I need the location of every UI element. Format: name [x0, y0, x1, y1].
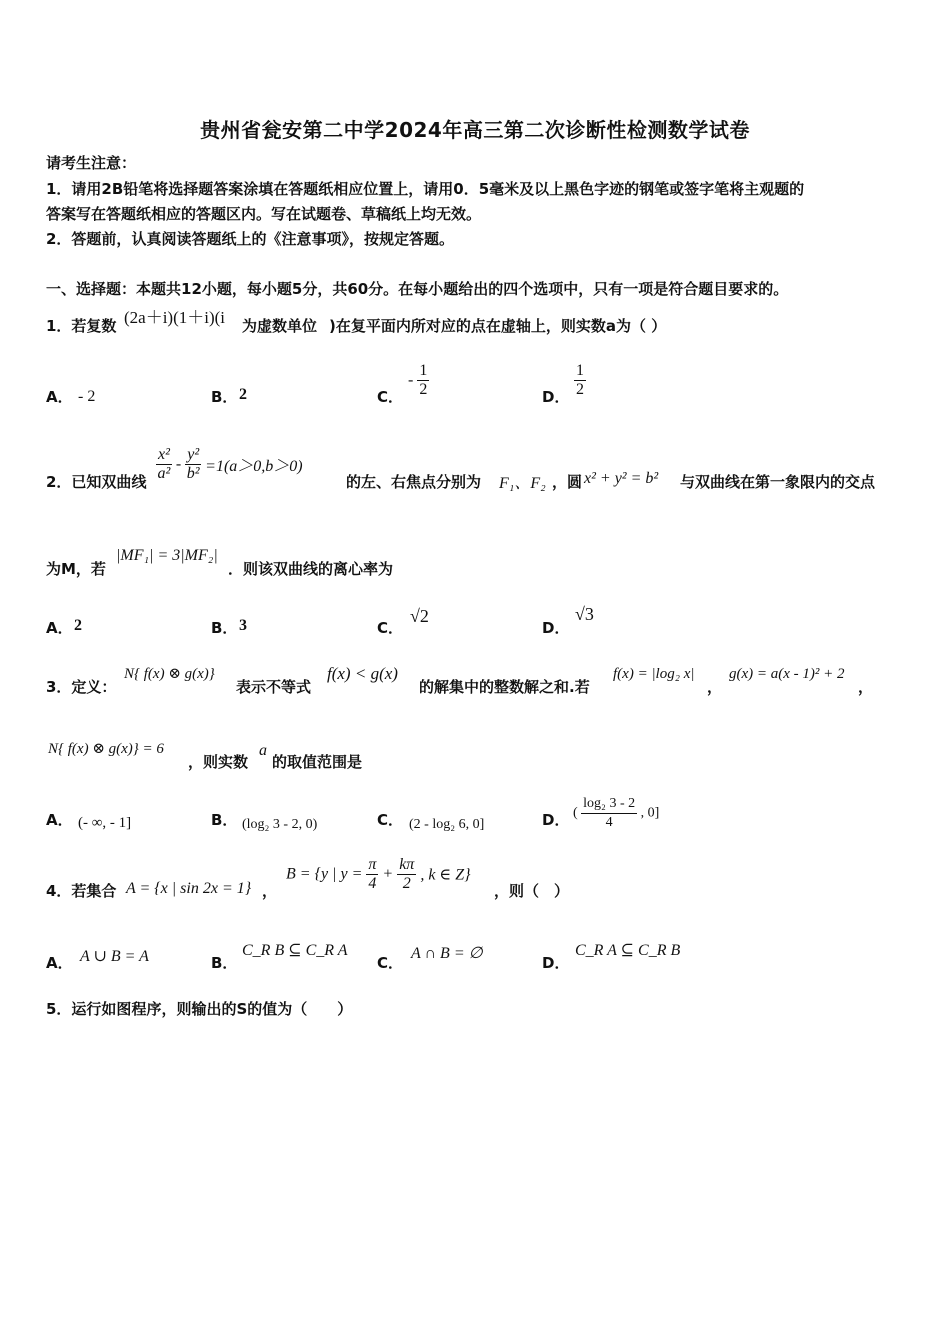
q4-suffix: ，则（ ）: [494, 882, 570, 900]
q1-option-d-numerator: 1: [576, 362, 584, 379]
q2-frac-y: [185, 446, 201, 483]
q3-n-expression: N{ f(x) ⊗ g(x)}: [124, 666, 215, 682]
q4-prefix: 4．若集合: [46, 882, 117, 900]
q3-inequality: f(x) < g(x): [327, 664, 398, 683]
q2-x2: x²: [158, 446, 170, 463]
q3-option-d-open: (: [573, 805, 578, 821]
q2-option-d-label[interactable]: D．: [542, 619, 570, 637]
q4-kpi: kπ: [399, 856, 415, 873]
q4-two: 2: [402, 875, 411, 892]
q3-option-a[interactable]: (- ∞, - 1]: [78, 815, 132, 831]
q1-option-a[interactable]: - 2: [78, 388, 96, 405]
q1-option-c-label[interactable]: C．: [377, 388, 404, 406]
q2-line2-prefix: 为M，若: [46, 560, 106, 578]
q4-option-a[interactable]: A ∪ B = A: [80, 948, 149, 965]
q4-plus: +: [382, 865, 394, 883]
q3-option-d-fraction: [581, 795, 637, 832]
q4-option-b[interactable]: C_R B ⊆ C_R A: [242, 942, 348, 959]
q4-set-b-pre: B = {y | y =: [286, 865, 363, 883]
q3-g-definition: g(x) = a(x - 1)² + 2: [729, 666, 845, 682]
q4-frac-kpi-2: [397, 856, 416, 893]
q4-option-a-label[interactable]: A．: [46, 954, 73, 972]
q1-option-d-label[interactable]: D．: [542, 388, 570, 406]
notice-line-1: 1．请用2B铅笔将选择题答案涂填在答题纸相应位置上，请用0．5毫米及以上黑色字迹的钢笔或签字笔将主观题的: [46, 180, 805, 198]
q2-hyperbola: [156, 446, 303, 483]
q4-option-d-label[interactable]: D．: [542, 954, 570, 972]
q1-option-b[interactable]: 2: [239, 386, 247, 403]
q1-option-c-fraction: [417, 362, 429, 399]
q1-option-c-sign: -: [408, 371, 414, 389]
q3-option-c-label[interactable]: C．: [377, 811, 404, 829]
q4-pi: π: [368, 856, 377, 873]
q3-option-d-close: , 0]: [640, 805, 660, 821]
q3-option-a-label[interactable]: A．: [46, 811, 73, 829]
q2-option-b-label[interactable]: B．: [211, 619, 238, 637]
q2-minus: -: [175, 455, 182, 473]
q3-option-d-label[interactable]: D．: [542, 811, 570, 829]
q2-b2: b²: [186, 465, 200, 482]
notice-heading: 请考生注意：: [46, 154, 137, 172]
q3-option-c[interactable]: (2 - log₂ 6, 0]: [409, 817, 485, 832]
q4-option-b-label[interactable]: B．: [211, 954, 238, 972]
q4-comma: ，: [262, 882, 278, 900]
q3-text-4: 的取值范围是: [272, 753, 363, 771]
q4-set-b: [286, 856, 471, 893]
page-title: 贵州省瓮安第二中学2024年高三第二次诊断性检测数学试卷: [200, 118, 750, 142]
q3-option-d-numerator: log₂ 3 - 2: [581, 795, 637, 814]
q2-frac-x: [156, 446, 172, 483]
q3-n-equation: N{ f(x) ⊗ g(x)} = 6: [48, 741, 164, 757]
q4-option-c[interactable]: A ∩ B = ∅: [411, 945, 483, 962]
q1-option-c-numerator: 1: [419, 362, 428, 379]
q2-condition: =1(a＞0,b＞0): [205, 458, 303, 475]
q2-circle: x² + y² = b²: [584, 470, 659, 487]
q2-text-3: 与双曲线在第一象限内的交点: [680, 473, 876, 491]
q4-set-a: A = {x | sin 2x = 1}: [126, 880, 252, 897]
q4-four: 4: [368, 875, 377, 892]
q3-text-1: 表示不等式: [236, 678, 312, 696]
q3-comma-2: ，: [858, 678, 874, 696]
q4-option-c-label[interactable]: C．: [377, 954, 404, 972]
q3-var-a: a: [259, 742, 267, 759]
q2-option-c[interactable]: √2: [410, 606, 429, 626]
q1-option-d-fraction: [574, 362, 586, 399]
q1-option-d-denominator: 2: [576, 381, 584, 398]
q2-y2: y²: [187, 446, 200, 463]
q2-line2-suffix: ．则该双曲线的离心率为: [228, 560, 394, 578]
notice-line-3: 2．答题前，认真阅读答题纸上的《注意事项》，按规定答题。: [46, 230, 454, 248]
q3-text-2: 的解集中的整数解之和.若: [419, 678, 590, 696]
q3-option-b[interactable]: (log₂ 3 - 2, 0): [242, 817, 318, 832]
q2-option-b[interactable]: 3: [239, 617, 247, 634]
q3-text-3: ，则实数: [188, 753, 249, 771]
q2-foci: F₁、F₂: [499, 475, 546, 492]
q1-suffix: )在复平面内所对应的点在虚轴上，则实数a为（ ）: [329, 317, 667, 335]
q1-option-c[interactable]: [408, 362, 429, 399]
q4-option-d[interactable]: C_R A ⊆ C_R B: [575, 942, 681, 959]
q1-option-c-denominator: 2: [419, 381, 428, 398]
q3-option-d[interactable]: [573, 795, 659, 832]
section-heading: 一、选择题：本题共12小题，每小题5分，共60分。在每小题给出的四个选项中，只有一项是符合题目要求的。: [46, 280, 789, 298]
q2-condition-2: |MF₁| = 3|MF₂|: [116, 547, 218, 564]
q3-prefix: 3．定义：: [46, 678, 117, 696]
q4-set-b-post: , k ∈ Z}: [420, 866, 471, 884]
q3-option-d-denominator: 4: [605, 815, 613, 830]
q2-text-2: ，圆: [552, 473, 583, 491]
q2-option-a-label[interactable]: A．: [46, 619, 73, 637]
q1-option-d[interactable]: [574, 362, 586, 399]
q1-prefix: 1．若复数: [46, 317, 117, 335]
q1-option-a-label[interactable]: A．: [46, 388, 73, 406]
q3-comma-1: ，: [707, 678, 723, 696]
q2-text-1: 的左、右焦点分别为: [346, 473, 482, 491]
q2-prefix: 2．已知双曲线: [46, 473, 147, 491]
q4-frac-pi-4: [366, 856, 378, 893]
q1-mid: 为虚数单位: [242, 317, 318, 335]
q2-option-d[interactable]: √3: [575, 604, 594, 624]
q1-expression: (2a＋i)(1＋i)(i: [124, 308, 226, 327]
q2-a2: a²: [157, 465, 171, 482]
q2-option-c-label[interactable]: C．: [377, 619, 404, 637]
q3-option-b-label[interactable]: B．: [211, 811, 238, 829]
q3-f-definition: f(x) = |log₂ x|: [613, 666, 695, 682]
notice-line-2: 答案写在答题纸相应的答题区内。写在试题卷、草稿纸上均无效。: [46, 205, 482, 223]
q1-option-b-label[interactable]: B．: [211, 388, 238, 406]
q5-text: 5．运行如图程序，则输出的S的值为（ ）: [46, 1000, 353, 1018]
q2-option-a[interactable]: 2: [74, 617, 82, 634]
